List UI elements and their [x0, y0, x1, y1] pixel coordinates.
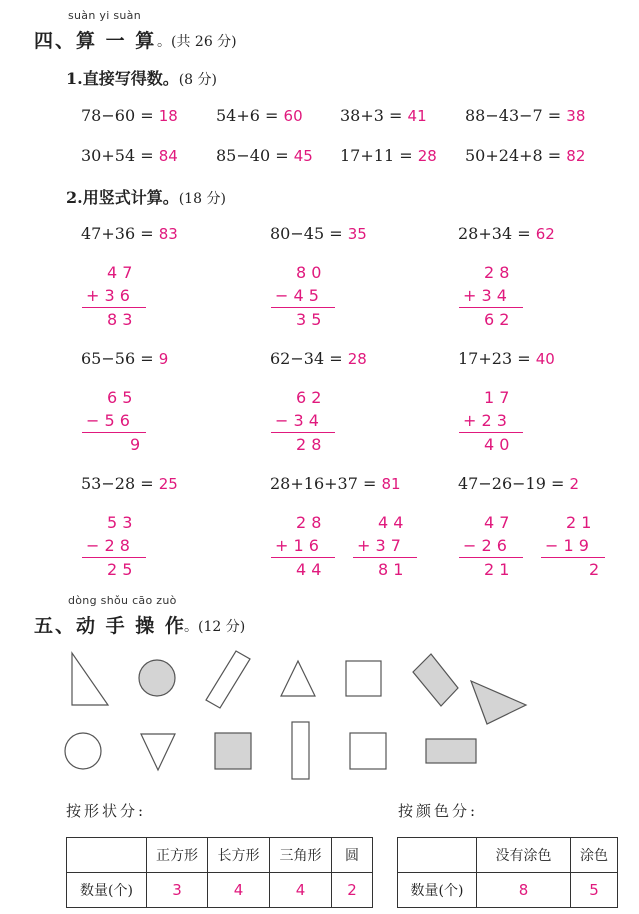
table-row-label: 数量(个)	[67, 873, 147, 908]
table-header-cell: 正方形	[147, 838, 208, 873]
table-header-cell: 长方形	[208, 838, 270, 873]
table-header-cell: 圆	[332, 838, 373, 873]
circle-shape	[65, 733, 101, 769]
table-header-cell: 没有涂色	[477, 838, 571, 873]
table-header-cell: 三角形	[270, 838, 332, 873]
shaded-tilted-rectangle-shape	[413, 654, 458, 706]
quick-calc-item: 54+6 = 60	[216, 106, 303, 125]
color-count-table	[397, 837, 618, 908]
table-header-cell	[398, 838, 477, 873]
table-value: 5	[571, 873, 618, 908]
answer: 60	[283, 107, 303, 125]
answer: 62	[535, 225, 555, 243]
shaded-square-shape	[215, 733, 251, 769]
quick-calc-item: 88−43−7 = 38	[465, 106, 586, 125]
shaded-rectangle-shape	[426, 739, 476, 763]
part2-points: (18 分)	[178, 191, 226, 207]
tilted-rectangle-shape	[206, 651, 250, 708]
right-triangle-shape	[72, 653, 108, 705]
vertical-calc-expression: 47−26−19 = 2	[458, 474, 580, 493]
quick-calc-item: 38+3 = 41	[340, 106, 427, 125]
inverted-triangle-shape	[141, 734, 175, 770]
answer: 28	[347, 350, 367, 368]
answer: 84	[158, 147, 178, 165]
section4-pinyin: suàn yi suàn	[68, 9, 141, 22]
table-value: 4	[208, 873, 270, 908]
answer: 40	[535, 350, 555, 368]
shape-count-table	[66, 837, 373, 908]
answer: 9	[158, 350, 169, 368]
vertical-calc-expression: 28+34 = 62	[458, 224, 555, 243]
vertical-calc-expression: 28+16+37 = 81	[270, 474, 401, 493]
vertical-calc-expression: 65−56 = 9	[81, 349, 169, 368]
answer: 35	[347, 225, 367, 243]
shaded-triangle-shape	[471, 681, 526, 724]
answer: 41	[407, 107, 427, 125]
part1-title-text: 1.直接写得数。	[66, 69, 179, 88]
tall-rectangle-shape	[292, 722, 309, 779]
vertical-calc-expression: 62−34 = 28	[270, 349, 367, 368]
table-row-label: 数量(个)	[398, 873, 477, 908]
triangle-shape	[281, 661, 315, 696]
quick-calc-item: 17+11 = 28	[340, 146, 437, 165]
table-value: 2	[332, 873, 373, 908]
square-shape	[346, 661, 381, 696]
vertical-calc-expression: 17+23 = 40	[458, 349, 555, 368]
quick-calc-item: 85−40 = 45	[216, 146, 313, 165]
vertical-calc-expression: 80−45 = 35	[270, 224, 367, 243]
by-shape-label: 按形状分:	[66, 802, 147, 820]
answer: 2	[569, 475, 580, 493]
by-color-label: 按颜色分:	[398, 802, 479, 820]
square-shape	[350, 733, 386, 769]
answer: 81	[381, 475, 401, 493]
part1-points: (8 分)	[178, 72, 217, 88]
table-value: 4	[270, 873, 332, 908]
table-value: 3	[147, 873, 208, 908]
section4-points: 。(共 26 分)	[157, 34, 237, 50]
answer: 45	[293, 147, 313, 165]
quick-calc-item: 50+24+8 = 82	[465, 146, 586, 165]
section5-title: 五、动 手 操 作	[34, 615, 186, 637]
section4-title: 四、算 一 算	[34, 30, 157, 52]
answer: 25	[158, 475, 178, 493]
section5-pinyin: dòng shǒu cāo zuò	[68, 594, 177, 607]
answer: 82	[566, 147, 586, 165]
answer: 18	[158, 107, 178, 125]
table-header-cell	[67, 838, 147, 873]
table-header-cell: 涂色	[571, 838, 618, 873]
table-value: 8	[477, 873, 571, 908]
part2-title-text: 2.用竖式计算。	[66, 188, 179, 207]
answer: 28	[417, 147, 437, 165]
quick-calc-item: 78−60 = 18	[81, 106, 178, 125]
answer: 38	[566, 107, 586, 125]
shaded-circle-shape	[139, 660, 175, 696]
section5-points: 。(12 分)	[184, 619, 246, 635]
quick-calc-item: 30+54 = 84	[81, 146, 178, 165]
vertical-calc-expression: 53−28 = 25	[81, 474, 178, 493]
answer: 83	[158, 225, 178, 243]
vertical-calc-expression: 47+36 = 83	[81, 224, 178, 243]
